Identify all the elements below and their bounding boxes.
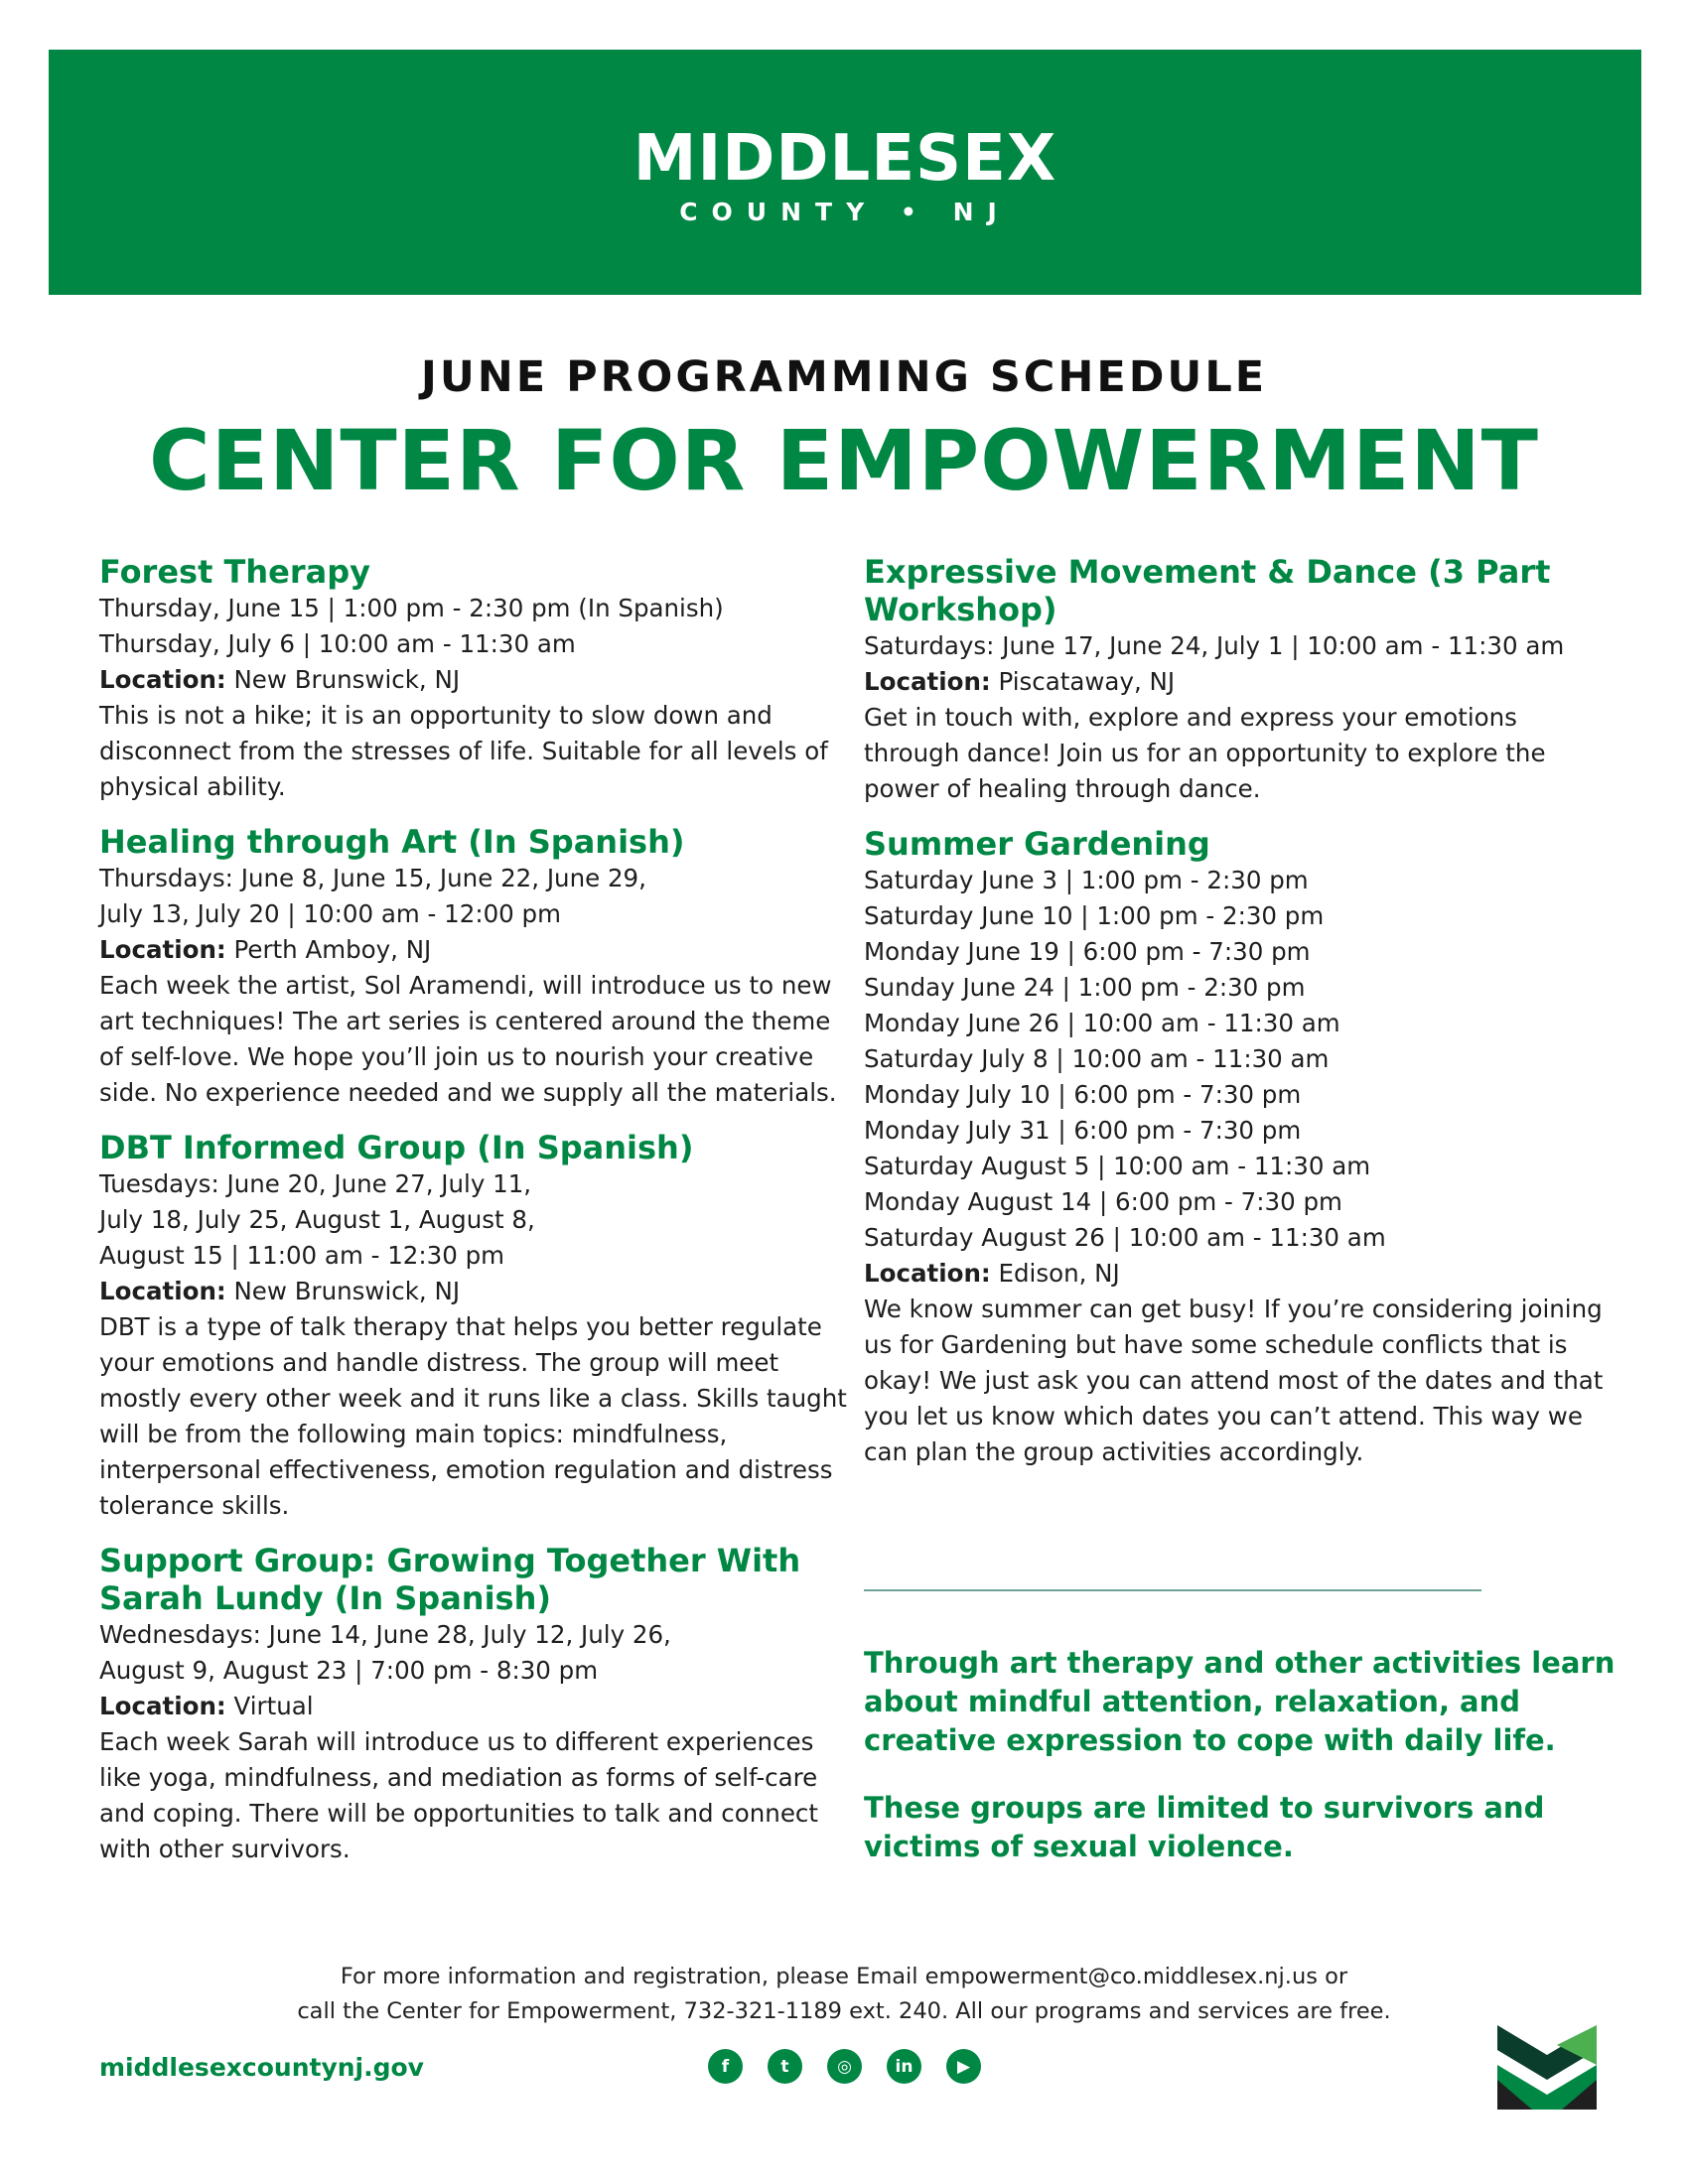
event-schedule-line: Saturday August 5 | 10:00 am - 11:30 am bbox=[864, 1152, 1371, 1180]
contact-line-1: For more information and registration, please Email empowerment@co.middlesex.nj.us or bbox=[340, 1964, 1348, 1989]
event-schedule-line: Thursday, June 15 | 1:00 pm - 2:30 pm (In Spanish) bbox=[99, 594, 724, 622]
event-location bbox=[99, 932, 854, 968]
location-label: Location: bbox=[864, 1259, 991, 1288]
website-link[interactable]: middlesexcountynj.gov bbox=[99, 2053, 424, 2082]
location-value: New Brunswick, NJ bbox=[233, 1277, 461, 1305]
event-description: Each week the artist, Sol Aramendi, will introduce us to new art techniques! The art series is centered around the theme of self-love. We hope you’ll join us to nourish your creative side. No experience needed and we supply all the materials. bbox=[99, 971, 837, 1107]
event-location bbox=[99, 1689, 854, 1724]
location-label: Location: bbox=[99, 665, 226, 694]
youtube-icon[interactable]: ▶ bbox=[946, 2049, 981, 2084]
location-value: Piscataway, NJ bbox=[998, 667, 1176, 696]
event-schedule-line: August 15 | 11:00 am - 12:30 pm bbox=[99, 1241, 505, 1270]
logo-main-text: MIDDLESEX bbox=[633, 122, 1057, 196]
location-value: Edison, NJ bbox=[998, 1259, 1120, 1288]
event-schedule-line: Wednesdays: June 14, June 28, July 12, July 26, bbox=[99, 1620, 671, 1649]
event-title: Expressive Movement & Dance (3 Part Workshop) bbox=[864, 553, 1551, 628]
location-value: New Brunswick, NJ bbox=[233, 665, 461, 694]
county-logo bbox=[49, 124, 1641, 226]
location-label: Location: bbox=[99, 935, 226, 964]
event-description: Get in touch with, explore and express your emotions through dance! Join us for an opportunity to explore the power of healing through dance. bbox=[864, 703, 1546, 803]
event-block bbox=[99, 1129, 854, 1524]
schedule-heading: JUNE PROGRAMMING SCHEDULE bbox=[420, 352, 1268, 402]
event-block bbox=[99, 1542, 854, 1867]
event-schedule-line: Saturday August 26 | 10:00 am - 11:30 am bbox=[864, 1223, 1386, 1252]
middlesex-m-logo-icon bbox=[1497, 2025, 1597, 2110]
event-title: Healing through Art (In Spanish) bbox=[99, 823, 685, 861]
event-schedule-line: Thursdays: June 8, June 15, June 22, June 29, bbox=[99, 864, 646, 892]
center-heading: CENTER FOR EMPOWERMENT bbox=[149, 412, 1539, 509]
event-schedule-line: August 9, August 23 | 7:00 pm - 8:30 pm bbox=[99, 1656, 599, 1685]
event-description: Each week Sarah will introduce us to different experiences like yoga, mindfulness, and mediation as forms of self-care and coping. There will be opportunities to talk and connect with other survivors. bbox=[99, 1727, 818, 1863]
event-schedule-line: Saturday June 10 | 1:00 pm - 2:30 pm bbox=[864, 901, 1325, 930]
event-block bbox=[99, 823, 854, 1111]
event-schedule-line: Monday July 10 | 6:00 pm - 7:30 pm bbox=[864, 1080, 1302, 1109]
event-schedule-line: Monday August 14 | 6:00 pm - 7:30 pm bbox=[864, 1187, 1342, 1216]
event-block bbox=[864, 825, 1618, 1470]
contact-line-2: call the Center for Empowerment, 732-321-1189 ext. 240. All our programs and services are free. bbox=[297, 1998, 1391, 2024]
event-location bbox=[99, 662, 854, 698]
event-description: DBT is a type of talk therapy that helps you better regulate your emotions and handle distress. The group will meet mostly every other week and it runs like a class. Skills taught will be from the following main topics: mindfulness, interpersonal effectiveness, emotion regulation and distress tolerance skills. bbox=[99, 1312, 847, 1520]
event-block bbox=[864, 553, 1618, 807]
linkedin-icon[interactable]: in bbox=[887, 2049, 921, 2084]
location-label: Location: bbox=[99, 1277, 226, 1305]
tagline: Through art therapy and other activities learn about mindful attention, relaxation, and creative expression to cope with daily life. bbox=[864, 1646, 1616, 1757]
event-description: We know summer can get busy! If you’re considering joining us for Gardening but have some schedule conflicts that is okay! We just ask you can attend most of the dates and that you let us know which dates you can’t attend. This way we can plan the group activities accordingly. bbox=[864, 1295, 1604, 1466]
twitter-icon[interactable]: t bbox=[768, 2049, 802, 2084]
event-title: Summer Gardening bbox=[864, 825, 1210, 863]
left-column bbox=[99, 553, 854, 1885]
event-schedule-line: July 13, July 20 | 10:00 am - 12:00 pm bbox=[99, 899, 561, 928]
event-schedule-line: Thursday, July 6 | 10:00 am - 11:30 am bbox=[99, 629, 576, 658]
event-schedule-line: Monday July 31 | 6:00 pm - 7:30 pm bbox=[864, 1116, 1302, 1145]
event-schedule-line: Saturdays: June 17, June 24, July 1 | 10:00 am - 11:30 am bbox=[864, 631, 1565, 660]
social-links bbox=[708, 2049, 981, 2084]
logo-sub-text: COUNTY • NJ bbox=[679, 198, 1011, 226]
location-label: Location: bbox=[864, 667, 991, 696]
event-schedule-line: Monday June 19 | 6:00 pm - 7:30 pm bbox=[864, 937, 1311, 966]
event-schedule-line: July 18, July 25, August 1, August 8, bbox=[99, 1205, 535, 1234]
event-title: Forest Therapy bbox=[99, 553, 370, 591]
event-location bbox=[864, 1256, 1618, 1292]
divider bbox=[864, 1589, 1481, 1591]
right-column bbox=[864, 553, 1618, 1488]
event-description: This is not a hike; it is an opportunity to slow down and disconnect from the stresses of life. Suitable for all levels of physical ability. bbox=[99, 701, 828, 801]
event-schedule-line: Tuesdays: June 20, June 27, July 11, bbox=[99, 1169, 532, 1198]
event-schedule-line: Saturday June 3 | 1:00 pm - 2:30 pm bbox=[864, 866, 1309, 894]
location-value: Virtual bbox=[233, 1692, 314, 1720]
event-schedule-line: Saturday July 8 | 10:00 am - 11:30 am bbox=[864, 1044, 1330, 1073]
event-location bbox=[99, 1274, 854, 1309]
location-value: Perth Amboy, NJ bbox=[233, 935, 432, 964]
facebook-icon[interactable]: f bbox=[708, 2049, 743, 2084]
event-title: Support Group: Growing Together With Sarah Lundy (In Spanish) bbox=[99, 1542, 801, 1617]
event-location bbox=[864, 664, 1618, 700]
header-banner bbox=[49, 50, 1641, 295]
contact-info bbox=[0, 1960, 1688, 2029]
event-schedule-line: Monday June 26 | 10:00 am - 11:30 am bbox=[864, 1009, 1340, 1037]
eligibility-notice: These groups are limited to survivors and victims of sexual violence. bbox=[864, 1791, 1545, 1863]
event-schedule-line: Sunday June 24 | 1:00 pm - 2:30 pm bbox=[864, 973, 1306, 1002]
location-label: Location: bbox=[99, 1692, 226, 1720]
event-title: DBT Informed Group (In Spanish) bbox=[99, 1129, 694, 1166]
instagram-icon[interactable]: ◎ bbox=[827, 2049, 862, 2084]
event-block bbox=[99, 553, 854, 805]
